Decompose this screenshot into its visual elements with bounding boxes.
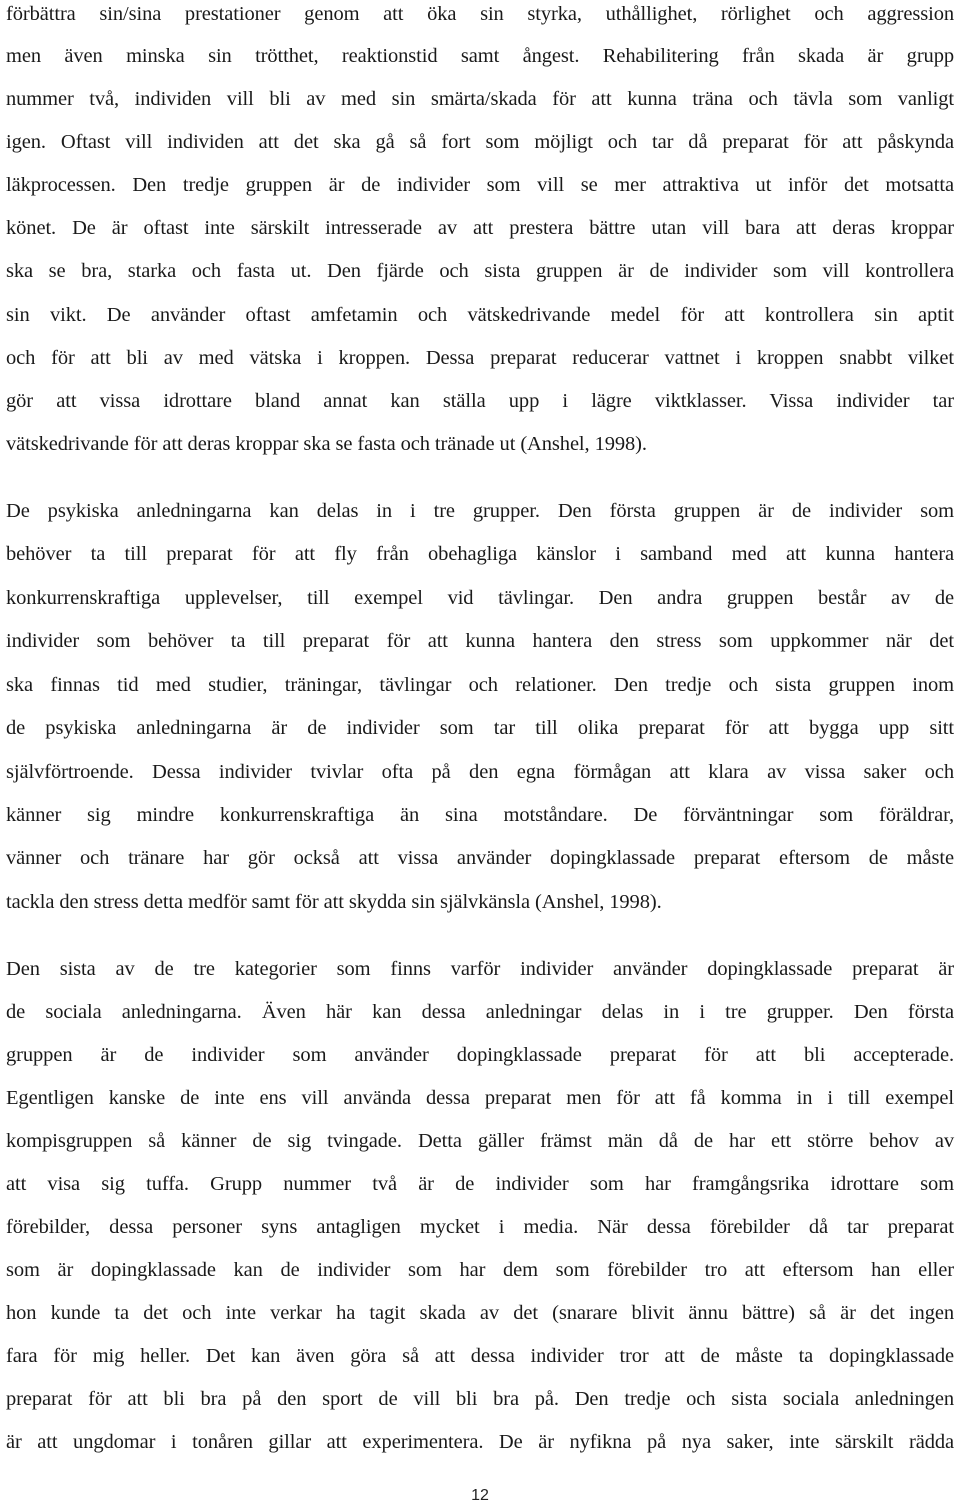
text-line: förebilder, dessa personer syns antagligen mycket i media. När dessa förebilder då tar preparat bbox=[6, 1216, 954, 1238]
text-line: gruppen är de individer som använder dopingklassade preparat för att bli accepterade. bbox=[6, 1044, 954, 1066]
text-line: de psykiska anledningarna är de individer som tar till olika preparat för att bygga upp sitt bbox=[6, 717, 954, 739]
text-line: ska finnas tid med studier, träningar, tävlingar och relationer. Den tredje och sista gruppen inom bbox=[6, 674, 954, 696]
text-line: kompisgruppen så känner de sig tvingade. Detta gäller främst män då de har ett större behov av bbox=[6, 1130, 954, 1152]
text-line: läkprocessen. Den tredje gruppen är de individer som vill se mer attraktiva ut inför det motsatta bbox=[6, 174, 954, 196]
text-line: nummer två, individen vill bli av med sin smärta/skada för att kunna träna och tävla som vanligt bbox=[6, 88, 954, 110]
text-line: och för att bli av med vätska i kroppen. Dessa preparat reducerar vattnet i kroppen snabbt vilket bbox=[6, 347, 954, 369]
text-line: Egentligen kanske de inte ens vill använda dessa preparat men för att få komma in i till exempel bbox=[6, 1087, 954, 1109]
text-line: igen. Oftast vill individen att det ska gå så fort som möjligt och tar då preparat för att påskynda bbox=[6, 131, 954, 153]
text-line: hon kunde ta det och inte verkar ha tagit skada av det (snarare blivit ännu bättre) så är det ingen bbox=[6, 1302, 954, 1324]
text-line: konkurrenskraftiga upplevelser, till exempel vid tävlingar. Den andra gruppen består av de bbox=[6, 587, 954, 609]
text-line: könet. De är oftast inte särskilt intresserade av att prestera bättre utan vill bara att deras kroppar bbox=[6, 217, 954, 239]
text-line: preparat för att bli bra på den sport de vill bli bra på. Den tredje och sista sociala anledningen bbox=[6, 1388, 954, 1410]
text-line: som är dopingklassade kan de individer som har dem som förebilder tro att eftersom han eller bbox=[6, 1259, 954, 1281]
text-line: gör att vissa idrottare bland annat kan ställa upp i lägre viktklasser. Vissa individer tar bbox=[6, 390, 954, 412]
text-line: individer som behöver ta till preparat för att kunna hantera den stress som uppkommer när det bbox=[6, 630, 954, 652]
text-line-last: tackla den stress detta medför samt för att skydda sin självkänsla (Anshel, 1998). bbox=[6, 891, 662, 913]
text-line: fara för mig heller. Det kan även göra så att dessa individer tror att de måste ta dopingklassade bbox=[6, 1345, 954, 1367]
text-line: att visa sig tuffa. Grupp nummer två är de individer som har framgångsrika idrottare som bbox=[6, 1173, 954, 1195]
text-line: vänner och tränare har gör också att vissa använder dopingklassade preparat eftersom de måste bbox=[6, 847, 954, 869]
text-line: de sociala anledningarna. Även här kan dessa anledningar delas in i tre grupper. Den första bbox=[6, 1001, 954, 1023]
text-line: är att ungdomar i tonåren gillar att experimentera. De är nyfikna på nya saker, inte särskilt rädda bbox=[6, 1431, 954, 1453]
text-line: De psykiska anledningarna kan delas in i tre grupper. Den första gruppen är de individer som bbox=[6, 500, 954, 522]
text-line: ska se bra, starka och fasta ut. Den fjärde och sista gruppen är de individer som vill kontrollera bbox=[6, 260, 954, 282]
text-line: känner sig mindre konkurrenskraftiga än sina motståndare. De förväntningar som föräldrar, bbox=[6, 804, 954, 826]
text-line: förbättra sin/sina prestationer genom att öka sin styrka, uthållighet, rörlighet och aggression bbox=[6, 3, 954, 25]
text-line-last: vätskedrivande för att deras kroppar ska se fasta och tränade ut (Anshel, 1998). bbox=[6, 433, 647, 455]
text-line: sin vikt. De använder oftast amfetamin och vätskedrivande medel för att kontrollera sin aptit bbox=[6, 304, 954, 326]
page-number: 12 bbox=[471, 1487, 489, 1504]
text-line: Den sista av de tre kategorier som finns varför individer använder dopingklassade preparat är bbox=[6, 958, 954, 980]
text-line: behöver ta till preparat för att fly från obehagliga känslor i samband med att kunna hantera bbox=[6, 543, 954, 565]
text-line: självförtroende. Dessa individer tvivlar ofta på den egna förmågan att klara av vissa saker och bbox=[6, 761, 954, 783]
text-line: men även minska sin trötthet, reaktionstid samt ångest. Rehabilitering från skada är grupp bbox=[6, 45, 954, 67]
